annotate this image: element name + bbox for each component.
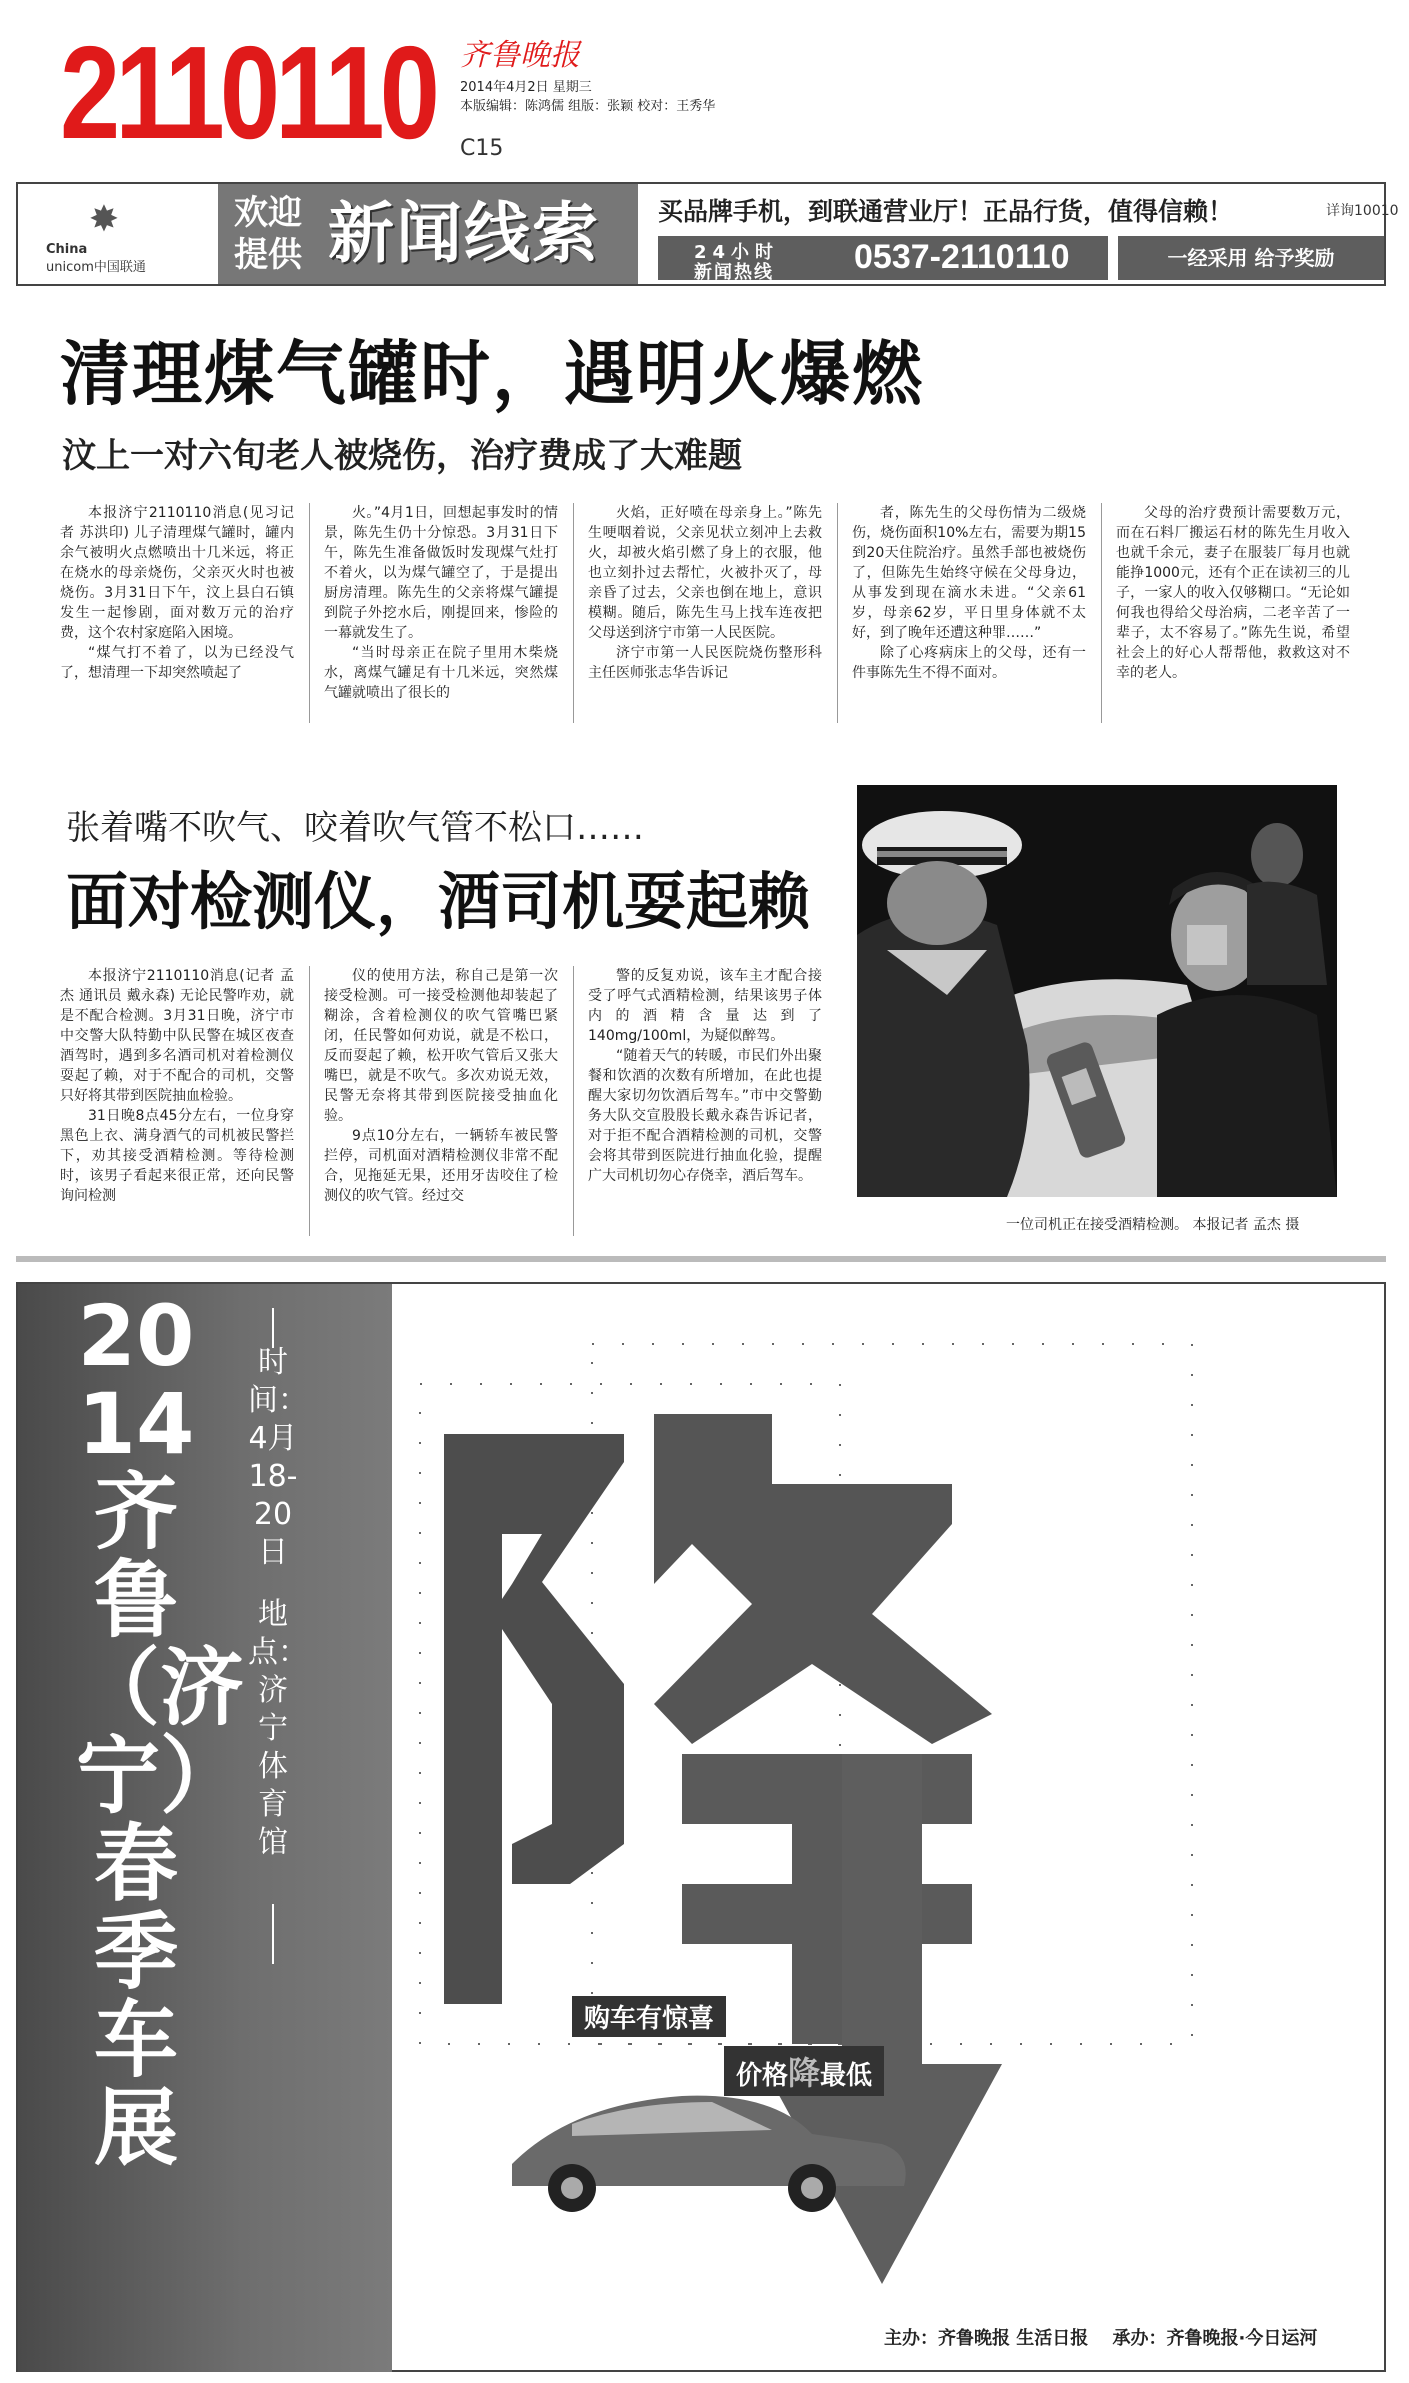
auto-show-ad[interactable] — [16, 1282, 1386, 2372]
place-value: 济宁体育馆 — [258, 1673, 288, 1860]
issue-date: 2014年4月2日 星期三 — [460, 80, 592, 95]
paragraph: 火。”4月1日，回想起事发时的情景，陈先生仍十分惊恐。3月31日下午，陈先生准备做饭时发现煤气灶打不着火，以为煤气罐空了，于是提出厨房清理。陈先生的父亲将煤气罐提到院子外挖水后，刚提回来，惨险的一幕就发生了。 — [324, 505, 558, 641]
article2-column-2 — [324, 966, 558, 1206]
time-label: 时间： — [248, 1345, 308, 1418]
paragraph: 9点10分左右，一辆轿车被民警拦停，司机面对酒精检测仪非常不配合，见拖延无果，还用牙齿咬住了检测仪的吹气管。经过交 — [324, 1128, 558, 1204]
masthead — [60, 18, 1360, 168]
article1-column-3 — [588, 503, 822, 683]
ad-main — [392, 1284, 1386, 2372]
paragraph: “煤气打不着了，以为已经没气了，想清理一下却突然喷起了 — [60, 645, 294, 681]
breathalyzer-photo — [857, 785, 1337, 1197]
article2-column-1 — [60, 966, 294, 1206]
slogan-price-highlight: 降 — [788, 2054, 821, 2092]
paper-logo: 齐鲁晚报 — [460, 38, 580, 73]
organizer: 主办：齐鲁晚报 生活日报 — [884, 2328, 1089, 2349]
brand-en-line2: unicom中国联通 — [46, 260, 146, 275]
co-organizer: 承办：齐鲁晚报·今日运河 — [1112, 2328, 1318, 2349]
paragraph: 警的反复劝说，该车主才配合接受了呼气式酒精检测，结果该男子体内的酒精含量达到了140mg/100ml，为疑似醉驾。 — [588, 968, 822, 1044]
article2-kicker: 张着嘴不吹气、咬着吹气管不松口…… — [66, 808, 644, 848]
slogan-price — [724, 2046, 884, 2096]
price-drop-graphic — [392, 1284, 1386, 2372]
paragraph: 本报济宁2110110消息(记者 孟杰 通讯员 戴永森) 无论民警咋劝，就是不配合检测。3月31日晚，济宁市中交警大队特勤中队民警在城区夜查酒驾时，遇到多名酒司机对着检测仪耍起了赖，对于不配合的司机，交警只好将其带到医院抽血检验。 — [60, 968, 294, 1104]
article1-column-1 — [60, 503, 294, 683]
paragraph: 者，陈先生的父母伤情为二级烧伤，烧伤面积10%左右，需要为期15到20天住院治疗。虽然手部也被烧伤了，但陈先生始终守候在父母身边，从事发到现在滴水未进。“父亲61岁，母亲62岁，平日里身体就不太好，到了晚年还遭这种罪……” — [852, 505, 1086, 641]
hotline-phone: 0537-2110110 — [854, 238, 1070, 276]
article2-column-3 — [588, 966, 822, 1186]
paragraph: “当时母亲正在院子里用木柴烧水，离煤气罐足有十几米远，突然煤气罐就喷出了很长的 — [324, 645, 558, 701]
page-number: C15 — [460, 136, 504, 161]
paragraph: 31日晚8点45分左右，一位身穿黑色上衣、满身酒气的司机被民警拦下，劝其接受酒精检测。等待检测时，该男子看起来很正常，还向民警询问检测 — [60, 1108, 294, 1204]
news-tips-heading: 新闻线索 — [328, 195, 600, 272]
slogan-price-pre: 价格 — [736, 2061, 789, 2091]
article1-subheadline: 汶上一对六旬老人被烧伤，治疗费成了大难题 — [62, 436, 742, 476]
news-photo — [857, 785, 1337, 1197]
provide-text: 提供 — [234, 235, 302, 275]
time-value: 4月18-20日 — [248, 1421, 298, 1570]
paragraph: 济宁市第一人民医院烧伤整形科主任医师张志华告诉记 — [588, 645, 822, 681]
unicom-knot-icon: ✸ — [88, 199, 120, 240]
paragraph: 仪的使用方法，称自己是第一次接受检测。可一接受检测他却装起了糊涂，含着检测仪的吹气管嘴巴紧闭，任民警如何劝说，就是不松口，反而耍起了赖，松开吹气管后又张大嘴巴，就是不吹气。多次劝说无效，民警无奈将其带到医院接受抽血化验。 — [324, 968, 558, 1124]
auto-show-title: 2014齐鲁（济宁）春季车展 — [76, 1287, 245, 2177]
unicom-brand — [28, 199, 208, 275]
hotline-label: 新闻热线 — [694, 262, 774, 283]
paragraph: 火焰，正好喷在母亲身上。”陈先生哽咽着说，父亲见状立刻冲上去救火，却被火焰引燃了身上的衣服，他也立刻扑过去帮忙，火被扑灭了，母亲昏了过去，父亲也倒在地上，意识模糊。随后，陈先生马上找车连夜把父母送到济宁市第一人民医院。 — [588, 505, 822, 641]
article1-headline: 清理煤气罐时，遇明火爆燃 — [60, 333, 924, 415]
slogan-surprise: 购车有惊喜 — [572, 1996, 726, 2037]
hotline-number-logo: 2110110 — [60, 19, 436, 166]
article2-headline: 面对检测仪，酒司机耍起赖 — [66, 865, 811, 938]
section-divider — [16, 1256, 1386, 1262]
article1-column-5 — [1116, 503, 1350, 683]
reward-text: 一经采用 给予奖励 — [1118, 236, 1384, 280]
ad-sponsors — [884, 2324, 1335, 2350]
hotline-24h: 24小时 — [694, 242, 780, 263]
slogan-price-post: 最低 — [820, 2061, 873, 2091]
ad-sidebar — [18, 1284, 392, 2372]
brand-en-line1: China — [46, 242, 88, 257]
event-info — [248, 1344, 308, 1862]
photo-caption: 一位司机正在接受酒精检测。 本报记者 孟杰 摄 — [1006, 1217, 1300, 1233]
paragraph: 父母的治疗费预计需要数万元，而在石料厂搬运石材的陈先生月收入也就千余元，妻子在服装厂每月也就能挣1000元，还有个正在读初三的儿子，一家人的收入仅够糊口。“无论如何我也得给父母治病，二老辛苦了一辈子，太不容易了。”陈先生说，希望社会上的好心人帮帮他，救救这对不幸的老人。 — [1116, 505, 1350, 681]
paragraph: “随着天气的转暖，市民们外出聚餐和饮酒的次数有所增加，在此也提醒大家切勿饮酒后驾车。”市中交警勤务大队交宣股股长戴永森告诉记者，对于拒不配合酒精检测的司机，交警会将其带到医院进行抽血化验，提醒广大司机切勿心存侥幸，酒后驾车。 — [588, 1048, 822, 1184]
article1-column-2 — [324, 503, 558, 703]
unicom-banner-ad[interactable] — [16, 182, 1399, 286]
welcome-block — [218, 184, 638, 284]
paragraph: 本报济宁2110110消息(见习记者 苏洪印) 儿子清理煤气罐时，罐内余气被明火点燃喷出十几米远，将正在烧水的母亲烧伤，父亲灭火时也被烧伤。3月31日下午，汶上县白石镇发生一起惨剧，面对数万元的治疗费，这个农村家庭陷入困境。 — [60, 505, 294, 641]
paragraph: 除了心疼病床上的父母，还有一件事陈先生不得不面对。 — [852, 645, 1086, 681]
consult-number: 详询10010 — [1326, 203, 1399, 219]
article1-column-4 — [852, 503, 1086, 683]
welcome-text: 欢迎 — [234, 193, 302, 233]
promo-text: 买品牌手机，到联通营业厅！正品行货，值得信赖！ — [658, 197, 1234, 226]
place-label: 地点： — [248, 1597, 308, 1670]
issue-editors: 本版编辑：陈鸿儒 组版：张颖 校对：王秀华 — [460, 99, 716, 114]
issue-meta — [460, 78, 715, 116]
hotline-box — [658, 236, 1108, 283]
